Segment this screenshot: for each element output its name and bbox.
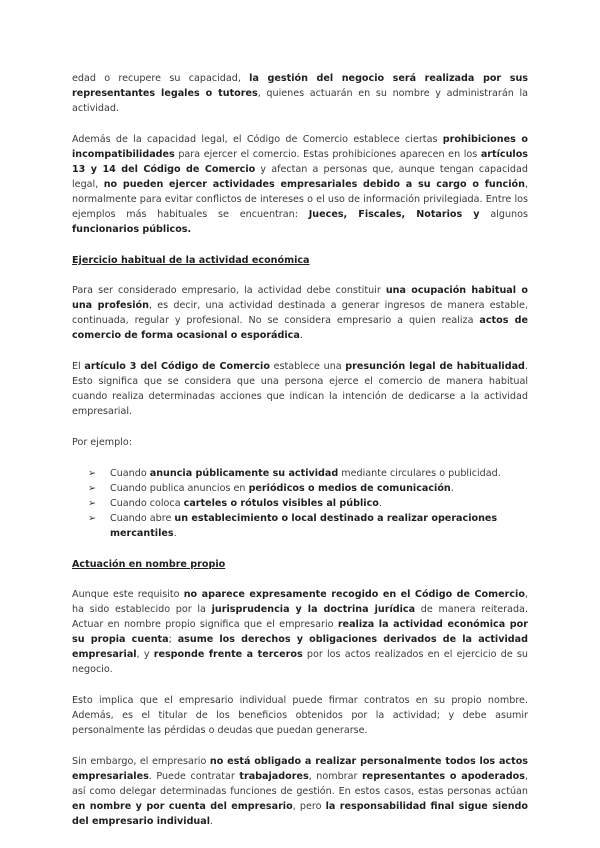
- bold-text: trabajadores: [239, 771, 309, 782]
- list-item-text: Cuando abre un establecimiento o local destinado a realizar operaciones mercantiles.: [110, 513, 498, 539]
- bold-text: no está obligado a realizar personalmente todos los actos empresariales: [72, 756, 529, 782]
- paragraph-implications: Esto implica que el empresario individual puede firmar contratos en su propio nombre. Además, es el titular de los beneficios obtenidos por la actividad; y debe asumir personalmente las pérdidas o deudas que puedan generarse.: [72, 695, 528, 736]
- examples-list: [72, 466, 528, 541]
- list-item: [72, 466, 528, 481]
- heading-habitual-activity: Ejercicio habitual de la actividad económica: [72, 255, 310, 266]
- list-item-text: Cuando coloca carteles o rótulos visibles al público.: [110, 498, 382, 509]
- arrow-bullet-icon: ➢: [88, 498, 97, 509]
- list-item: [72, 481, 528, 496]
- bold-text: actos de comercio de forma ocasional o esporádica: [72, 315, 528, 341]
- bold-text: representantes o apoderados: [361, 771, 525, 782]
- bold-text: artículos 13 y 14 del Código de Comercio: [72, 149, 528, 175]
- list-item-text: Cuando anuncia públicamente su actividad mediante circulares o publicidad.: [110, 468, 501, 479]
- bold-text: carteles o rótulos visibles al público: [183, 498, 379, 509]
- bold-text: la gestión del negocio será realizada por sus representantes legales o tutores: [72, 73, 528, 99]
- bold-text: no pueden ejercer actividades empresariales debido a su cargo o función: [103, 179, 525, 190]
- list-item: [72, 511, 528, 541]
- paragraph-delegation: Sin embargo, el empresario no está obligado a realizar personalmente todos los actos empresariales. Puede contratar trabajadores, nombrar representantes o apoderados, así como delegar determinadas funciones de gestión. En estos casos, estas personas actúan en nombre y por cuenta del empresario, pero la responsabilidad final sigue siendo del empresario individual.: [72, 756, 529, 827]
- bold-text: jurisprudencia y la doctrina jurídica: [211, 604, 416, 615]
- bold-text: anuncia públicamente su actividad: [149, 468, 339, 479]
- paragraph-own-name-definition: Aunque este requisito no aparece expresamente recogido en el Código de Comercio, ha sido establecido por la jurisprudencia y la doctrina jurídica de manera reiterada. Actuar en nombre propio significa que el empresario realiza la actividad económica por su propia cuenta; asume los derechos y obligaciones derivados de la actividad empresarial, y responde frente a terceros por los actos realizados en el ejercicio de su negocio.: [72, 589, 528, 675]
- bold-text: artículo 3 del Código de Comercio: [84, 361, 270, 372]
- bold-text: no aparece expresamente recogido en el Código de Comercio: [183, 589, 525, 600]
- bold-text: una ocupación habitual o una profesión: [72, 285, 528, 311]
- bold-text: funcionarios públicos.: [72, 224, 192, 235]
- paragraph-article-3: El artículo 3 del Código de Comercio establece una presunción legal de habitualidad. Esto significa que se considera que una persona ejerce el comercio de manera habitual cuando realiza determinadas acciones que indican la intención de dedicarse a la actividad empresarial.: [72, 361, 528, 417]
- arrow-bullet-icon: ➢: [88, 483, 97, 494]
- bold-text: realiza la actividad económica por su propia cuenta: [72, 619, 528, 645]
- bold-text: la responsabilidad final sigue siendo del empresario individual: [72, 801, 529, 827]
- bold-text: asume los derechos y obligaciones derivados de la actividad empresarial: [72, 634, 528, 660]
- paragraph-habitual-definition: Para ser considerado empresario, la actividad debe constituir una ocupación habitual o una profesión, es decir, una actividad destinada a generar ingresos de manera estable, continuada, regular y profesional. No se considera empresario a quien realiza actos de comercio de forma ocasional o esporádica.: [72, 285, 528, 341]
- paragraph-capacity-recovery: edad o recupere su capacidad, la gestión del negocio será realizada por sus representantes legales o tutores, quienes actuarán en su nombre y administrarán la actividad.: [72, 73, 528, 114]
- document-body: [72, 71, 528, 845]
- bold-text: un establecimiento o local destinado a realizar operaciones mercantiles: [110, 513, 498, 539]
- heading-own-name: Actuación en nombre propio: [72, 559, 226, 570]
- paragraph-prohibitions: Además de la capacidad legal, el Código de Comercio establece ciertas prohibiciones o incompatibilidades para ejercer el comercio. Estas prohibiciones aparecen en los artículos 13 y 14 del Código de Comercio y afectan a personas que, aunque tengan capacidad legal, no pueden ejercer actividades empresariales debido a su cargo o función, normalmente para evitar conflictos de intereses o el uso de información privilegiada. Entre los ejemplos más habituales se encuentran: Jueces, Fiscales, Notarios y algunos funcionarios públicos.: [72, 134, 528, 235]
- paragraph-example-intro: Por ejemplo:: [72, 437, 132, 448]
- bold-text: periódicos o medios de comunicación: [248, 483, 451, 494]
- bold-text: presunción legal de habitualidad: [345, 361, 525, 372]
- bold-text: Jueces, Fiscales, Notarios y: [308, 209, 480, 220]
- bold-text: en nombre y por cuenta del empresario: [72, 801, 293, 812]
- arrow-bullet-icon: ➢: [88, 468, 97, 479]
- bold-text: responde frente a terceros: [153, 649, 303, 660]
- bold-text: prohibiciones o incompatibilidades: [72, 134, 528, 160]
- list-item-text: Cuando publica anuncios en periódicos o medios de comunicación.: [110, 483, 454, 494]
- arrow-bullet-icon: ➢: [88, 513, 97, 524]
- list-item: [72, 496, 528, 511]
